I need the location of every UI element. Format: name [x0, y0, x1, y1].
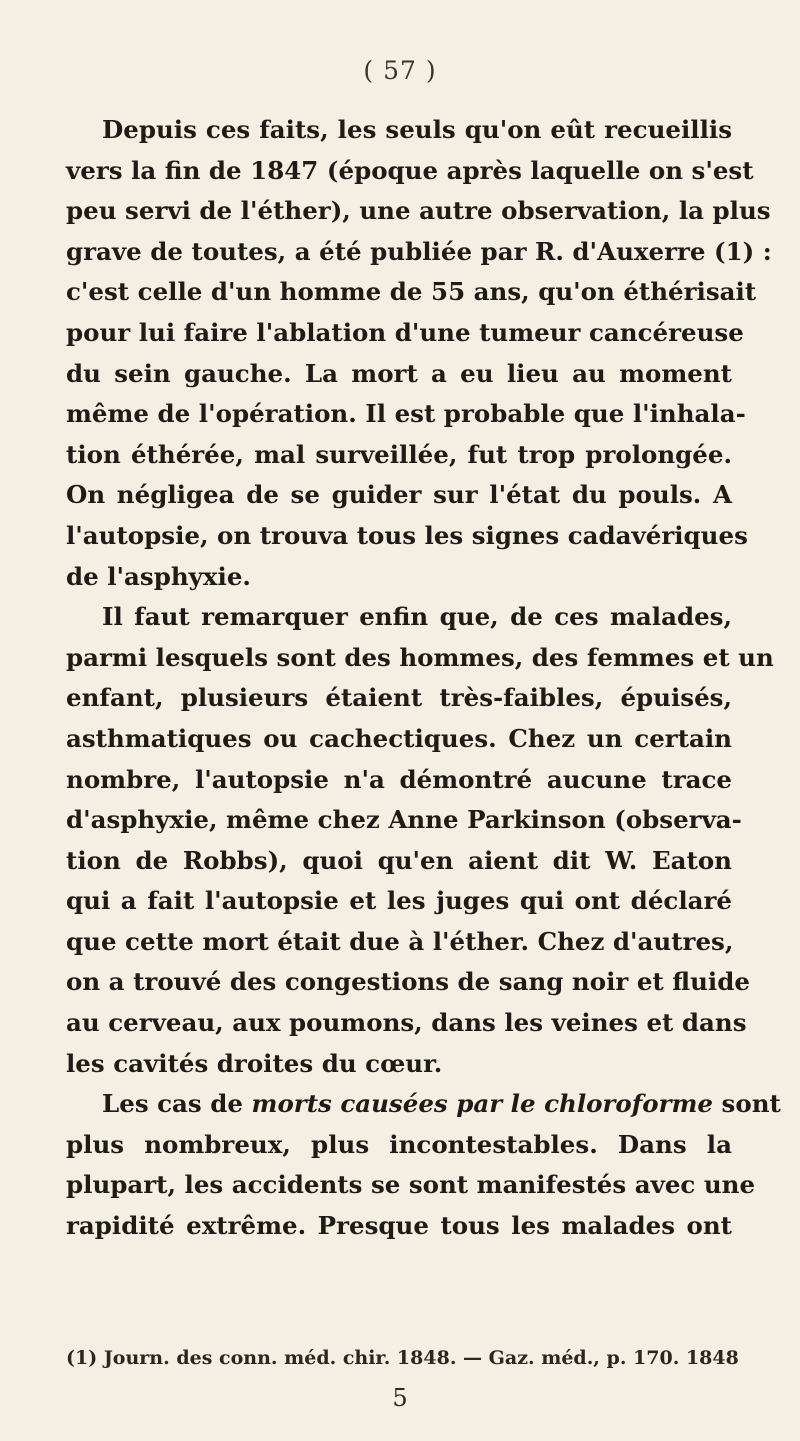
text-segment: sont: [713, 1089, 781, 1119]
text-line: plus nombreux, plus incontestables. Dans la: [66, 1129, 732, 1159]
paragraph-3: [66, 1084, 781, 1246]
text-line: que cette mort était due à l'éther. Chez d'autres,: [66, 926, 734, 956]
text-line: plupart, les accidents se sont manifestés avec une: [66, 1170, 756, 1200]
page-number: ( 57 ): [363, 56, 437, 85]
paragraph-2: [66, 597, 774, 1084]
text-line: on a trouvé des congestions de sang noir et fluide: [66, 967, 750, 997]
text-line: de l'asphyxie.: [66, 561, 251, 591]
text-line: même de l'opération. Il est probable que l'inhala-: [66, 399, 746, 429]
text-segment: Les cas de: [102, 1089, 252, 1119]
text-line: au cerveau, aux poumons, dans les veines et dans: [66, 1008, 747, 1038]
text-line: parmi lesquels sont des hommes, des femmes et un: [66, 642, 774, 672]
text-line: tion éthérée, mal surveillée, fut trop prolongée.: [66, 439, 732, 469]
paragraph-1: [66, 110, 772, 597]
text-line: tion de Robbs), quoi qu'en aient dit W. Eaton: [66, 845, 732, 875]
text-line: enfant, plusieurs étaient très-faibles, épuisés,: [66, 683, 732, 713]
text-line: peu servi de l'éther), une autre observation, la plus: [66, 196, 771, 226]
text-line: Il faut remarquer enfin que, de ces malades,: [102, 602, 732, 632]
text-line: asthmatiques ou cachectiques. Chez un certain: [66, 723, 732, 753]
text-line: c'est celle d'un homme de 55 ans, qu'on éthérisait: [66, 277, 757, 307]
text-line: rapidité extrême. Presque tous les malades ont: [66, 1211, 732, 1241]
text-line: l'autopsie, on trouva tous les signes cadavériques: [66, 520, 748, 550]
footnote: (1) Journ. des conn. méd. chir. 1848. — Gaz. méd., p. 170. 1848: [66, 1347, 739, 1369]
text-line: les cavités droites du cœur.: [66, 1048, 443, 1078]
text-line: On négligea de se guider sur l'état du pouls. A: [66, 480, 732, 510]
text-line: d'asphyxie, même chez Anne Parkinson (observa-: [66, 805, 742, 835]
body-text: [66, 110, 781, 1247]
signature-mark: 5: [392, 1384, 408, 1412]
text-line: vers la fin de 1847 (époque après laquelle on s'est: [66, 155, 754, 185]
text-line: grave de toutes, a été publiée par R. d'Auxerre (1) :: [66, 236, 772, 266]
text-line: Depuis ces faits, les seuls qu'on eût recueillis: [102, 115, 732, 144]
text-line-italic-mix: [66, 1084, 781, 1125]
text-line: qui a fait l'autopsie et les juges qui ont déclaré: [66, 886, 732, 916]
text-line: nombre, l'autopsie n'a démontré aucune trace: [66, 764, 732, 794]
italic-phrase: morts causées par le chloroforme: [251, 1089, 714, 1119]
text-line: du sein gauche. La mort a eu lieu au moment: [66, 358, 732, 388]
text-line: pour lui faire l'ablation d'une tumeur cancéreuse: [66, 317, 744, 347]
